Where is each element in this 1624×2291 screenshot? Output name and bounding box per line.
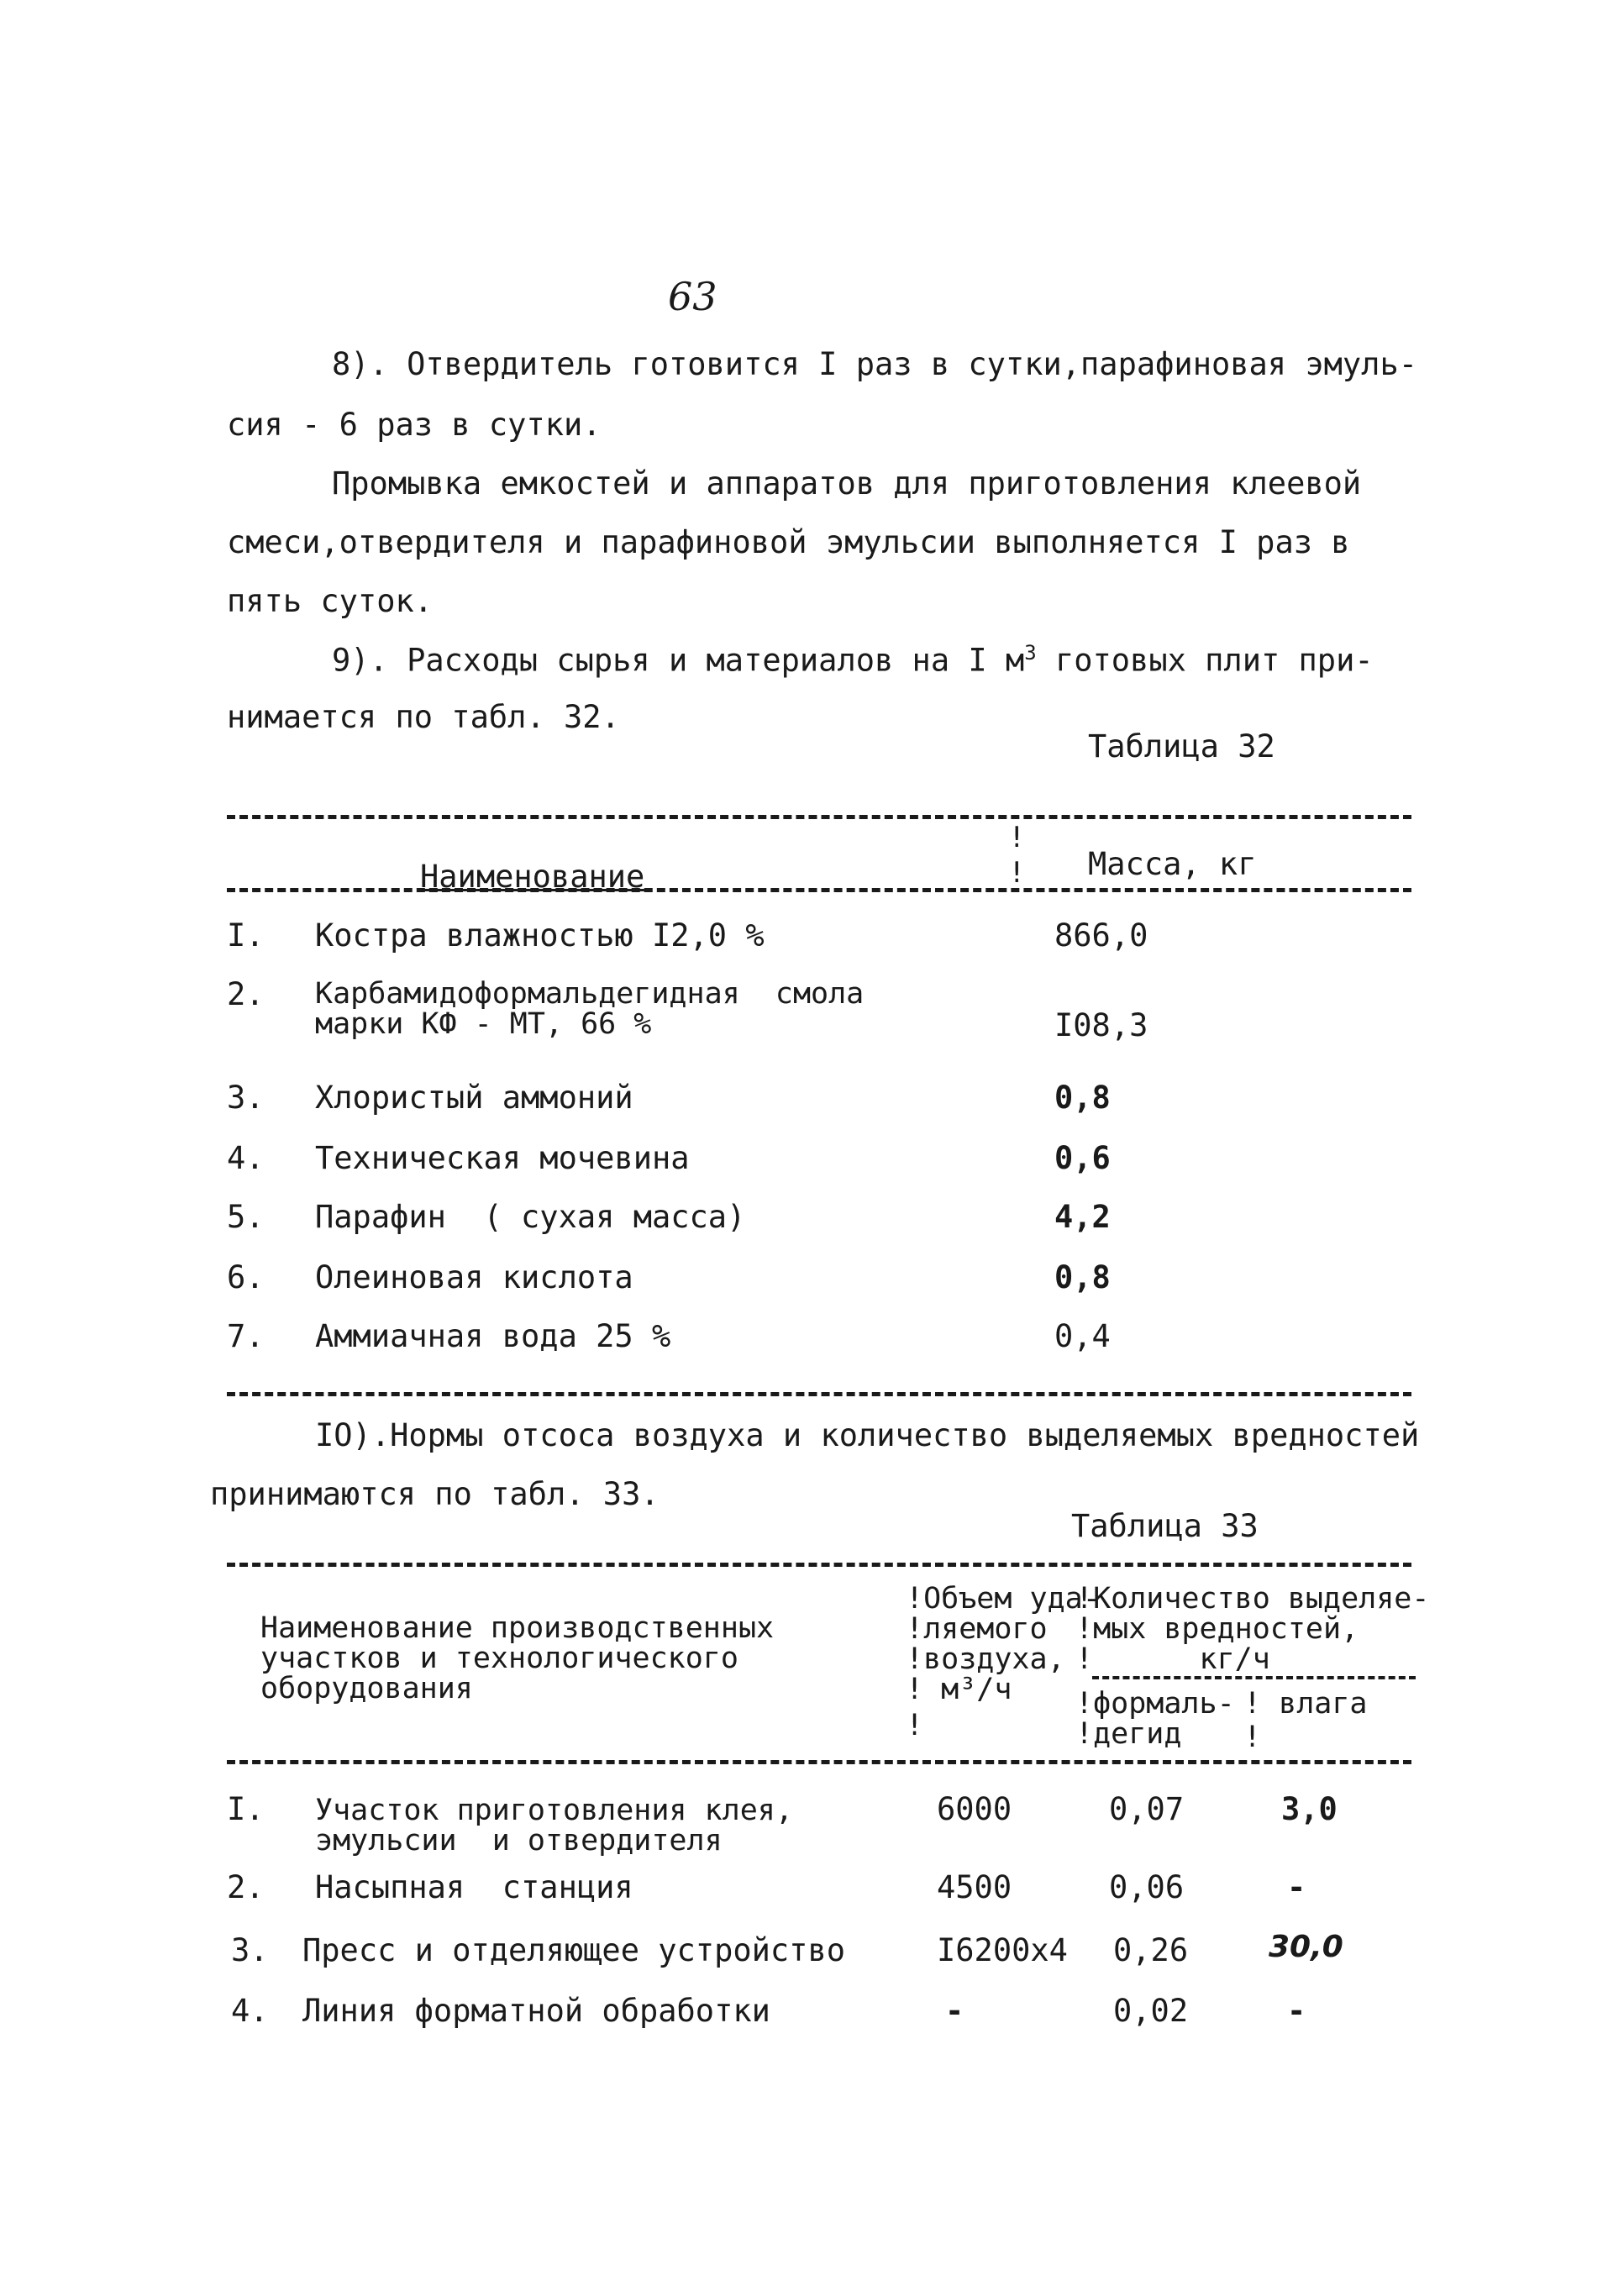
paragraph-10-line-1: IO).Нормы отсоса воздуха и количество выделяемых вредностей: [315, 1417, 1420, 1453]
table-33-row-1-moisture: 3,0: [1281, 1791, 1338, 1827]
table-32-row-3-name: Хлористый аммоний: [315, 1080, 633, 1116]
table-33-row-2-formaldehyde: 0,06: [1109, 1869, 1185, 1905]
table-33-row-1-name-line-2: эмульсии и отвердителя: [315, 1824, 723, 1857]
table-32-row-4-value: 0,6: [1054, 1140, 1111, 1176]
paragraph-9-line-2: нимается по табл. 32.: [227, 699, 620, 735]
table-32-row-5-name: Парафин ( сухая масса): [315, 1199, 746, 1235]
table-33-row-4-name: Линия форматной обработки: [302, 1993, 770, 2029]
table-33-row-1-name-line-1: Участок приготовления клея,: [315, 1794, 793, 1827]
table-33-row-2-moisture: -: [1287, 1869, 1306, 1905]
table-33-row-3-num: 3.: [231, 1932, 269, 1968]
table-33-row-4-num: 4.: [231, 1993, 269, 2029]
paragraph-9-text-b: готовых плит при-: [1036, 642, 1374, 679]
table-33-header-quantity-line-1: !Количество выделяе-: [1075, 1582, 1430, 1616]
table-33-header-volume-line-1: !Объем уда-: [906, 1582, 1101, 1616]
table-32-row-5-value: 4,2: [1054, 1199, 1111, 1235]
table-32-row-2-name-line-2: марки КФ - МТ, 66 %: [315, 1007, 652, 1041]
table-32-header-mass: Масса, кг: [1088, 846, 1257, 882]
table-33-header-quantity-line-2: !мых вредностей,: [1075, 1612, 1359, 1646]
table-33-header-moisture-bar: !: [1243, 1721, 1262, 1754]
table-33-row-2-name: Насыпная станция: [315, 1869, 633, 1905]
table-33-header-volume-line-4: ! м³/ч: [906, 1673, 1012, 1706]
table-33-header-rule: [227, 1760, 1411, 1764]
table-33-row-1-volume: 6000: [937, 1791, 1012, 1827]
table-33-row-2-num: 2.: [227, 1869, 265, 1905]
table-32-row-2-value: I08,3: [1054, 1007, 1148, 1043]
table-32-header-bar-bottom: !: [1008, 856, 1026, 890]
table-32-row-6-name: Олеиновая кислота: [315, 1259, 633, 1295]
table-33-row-4-volume: -: [945, 1993, 964, 2029]
table-33-header-name-line-1: Наименование производственных: [260, 1611, 775, 1645]
table-32-row-2-name-line-1: Карбамидоформальдегидная смола: [315, 977, 865, 1011]
paragraph-8-line-2: сия - 6 раз в сутки.: [227, 407, 602, 443]
table-33-row-1-num: I.: [227, 1791, 265, 1827]
table-32-row-3-value: 0,8: [1054, 1080, 1111, 1116]
table-33-header-formaldehyde-line-1: !формаль-: [1075, 1687, 1235, 1721]
table-32-header-rule: [227, 888, 1411, 892]
table-32-row-1-value: 866,0: [1054, 917, 1148, 954]
table-32-caption: Таблица 32: [1088, 728, 1275, 765]
table-33-row-3-moisture: 30,0: [1269, 1930, 1343, 1964]
wash-paragraph-line-1: Промывка емкостей и аппаратов для приготовления клеевой: [332, 465, 1362, 502]
table-33-row-3-name: Пресс и отделяющее устройство: [302, 1932, 846, 1968]
paragraph-8-line-1: 8). Отвердитель готовится I раз в сутки,парафиновая эмуль-: [332, 346, 1418, 382]
table-32-row-1-name: Костра влажностью I2,0 %: [315, 917, 765, 954]
table-33-row-1-formaldehyde: 0,07: [1109, 1791, 1185, 1827]
page-number: 63: [668, 274, 717, 319]
table-32-row-4-name: Техническая мочевина: [315, 1140, 690, 1176]
table-33-header-volume-line-2: !ляемого: [906, 1612, 1048, 1646]
table-32-row-3-num: 3.: [227, 1080, 265, 1116]
wash-paragraph-line-2: смеси,отвердителя и парафиновой эмульсии выполняется I раз в: [227, 524, 1350, 560]
paragraph-10-line-2: принимаются по табл. 33.: [210, 1476, 660, 1512]
table-32-row-7-value: 0,4: [1054, 1318, 1111, 1354]
table-32-row-1-num: I.: [227, 917, 265, 954]
table-33-header-quantity-line-3: ! кг/ч: [1075, 1642, 1270, 1676]
table-33-header-volume-line-3: !воздуха,: [906, 1642, 1065, 1676]
table-32-row-4-num: 4.: [227, 1140, 265, 1176]
table-33-top-rule: [227, 1563, 1411, 1567]
table-33-row-3-formaldehyde: 0,26: [1113, 1932, 1189, 1968]
table-33-row-2-volume: 4500: [937, 1869, 1012, 1905]
table-32-row-2-num: 2.: [227, 976, 265, 1012]
table-33-header-formaldehyde-line-2: !дегид: [1075, 1717, 1182, 1751]
table-32-bottom-rule: [227, 1392, 1411, 1396]
table-33-row-4-formaldehyde: 0,02: [1113, 1993, 1189, 2029]
table-32-header-name: Наименование: [420, 859, 645, 895]
table-33-header-moisture: ! влага: [1243, 1687, 1368, 1721]
table-33-caption: Таблица 33: [1071, 1508, 1259, 1544]
table-33-header-name-line-3: оборудования: [260, 1672, 473, 1705]
table-32-header-bar-top: !: [1008, 821, 1026, 854]
table-32-row-6-value: 0,8: [1054, 1259, 1111, 1295]
table-32-row-7-num: 7.: [227, 1318, 265, 1354]
wash-paragraph-line-3: пять суток.: [227, 583, 434, 619]
table-33-row-3-volume: I6200x4: [937, 1932, 1068, 1968]
table-32-top-rule: [227, 815, 1411, 819]
table-32-row-6-num: 6.: [227, 1259, 265, 1295]
table-32-row-5-num: 5.: [227, 1199, 265, 1235]
paragraph-9-superscript: 3: [1024, 641, 1037, 665]
table-33-header-name-line-2: участков и технологического: [260, 1642, 738, 1675]
table-32-row-7-name: Аммиачная вода 25 %: [315, 1318, 671, 1354]
table-33-row-4-moisture: -: [1287, 1993, 1306, 2029]
paragraph-9-text-a: 9). Расходы сырья и материалов на I м: [332, 642, 1025, 679]
table-33-header-volume-line-5: !: [906, 1709, 924, 1742]
table-33-header-sub-rule: [1092, 1676, 1416, 1679]
paragraph-9-line-1: [332, 641, 1374, 679]
